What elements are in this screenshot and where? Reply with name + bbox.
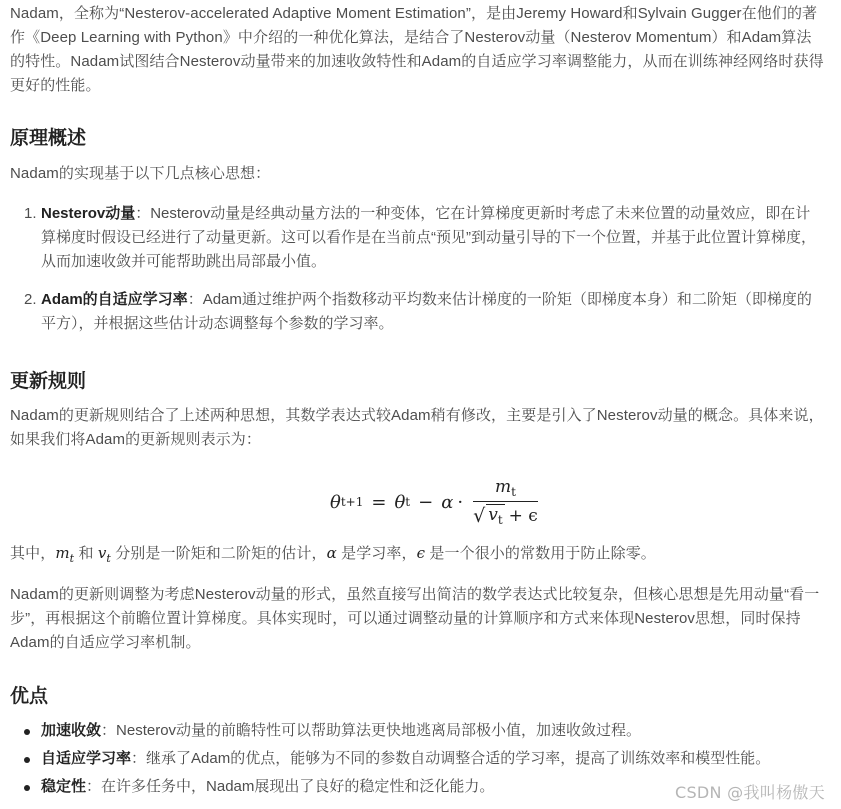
formula-dot: ·	[457, 491, 464, 513]
sqrt-body: $v_t$	[488, 505, 503, 527]
sqrt-icon: √	[473, 504, 486, 527]
core-ideas-list	[10, 202, 825, 336]
formula-theta: θ	[330, 491, 341, 513]
nadam-adjustment-paragraph: Nadam的更新则调整为考虑Nesterov动量的形式，虽然直接写出简洁的数学表达式比较复杂，但核心思想是先用动量“看一步”，再根据这个前瞻位置计算梯度。具体实现时，可以通过调整动量的计算顺序和方式来体现Nesterov思想，同时保持Adam的自适应学习率机制。	[10, 586, 820, 651]
formula-numerator: $m_t$	[494, 477, 516, 499]
list-number: 2.	[24, 291, 37, 308]
list-text: ：在许多任务中，Nadam展现出了良好的稳定性和泛化能力。	[86, 778, 495, 795]
formula-equals: =	[371, 491, 387, 513]
list-term: 加速收敛	[41, 722, 102, 739]
list-text: ：Nesterov动量是经典动量方法的一种变体，它在计算梯度更新时考虑了未来位置的动量效应，即在计算梯度时假设已经进行了动量更新。这可以看作是在当前点“预见”到动量引导的下一个位置，并基于此位置计算梯度，从而加速收敛并可能帮助跳出局部最小值。	[41, 205, 816, 270]
list-item	[10, 719, 825, 743]
principle-intro: Nadam的实现基于以下几点核心思想：	[10, 165, 271, 182]
csdn-watermark: CSDN @我叫杨傲天	[674, 783, 825, 802]
formula-sub: t+1	[340, 495, 364, 509]
list-text: ：Adam通过维护两个指数移动平均数来估计梯度的一阶矩（即梯度本身）和二阶矩（即梯度的平方），并根据这些估计动态调整每个参数的学习率。	[41, 291, 812, 332]
formula-alpha: α	[441, 491, 454, 513]
list-term: Adam的自适应学习率	[41, 291, 188, 308]
list-item	[10, 202, 825, 274]
heading-pros: 优点	[10, 686, 49, 707]
adam-update-formula	[330, 477, 538, 527]
heading-update-rule: 更新规则	[10, 371, 87, 392]
heading-principle: 原理概述	[10, 128, 87, 149]
list-number: 1.	[24, 205, 37, 222]
formula-denominator	[473, 502, 538, 527]
list-item	[10, 288, 825, 336]
list-item	[10, 747, 825, 771]
list-term: 稳定性	[41, 778, 87, 795]
update-rule-intro: Nadam的更新规则结合了上述两种思想，其数学表达式较Adam稍有修改，主要是引入了Nesterov动量的概念。具体来说，如果我们将Adam的更新规则表示为：	[10, 407, 824, 448]
list-term: Nesterov动量	[41, 205, 136, 222]
formula-sub: t	[405, 495, 411, 509]
formula-fraction	[473, 477, 538, 527]
intro-paragraph: Nadam，全称为“Nesterov-accelerated Adaptive Moment Estimation”，是由Jeremy Howard和Sylvain Gugger在他们的著作《Deep Learning with Python》中介绍的一种优化算法，是结合了Nesterov动量（Nesterov Momentum）和Adam算法的特性。Nadam试图结合Nesterov动量带来的加速收敛特性和Adam的自适应学习率调整能力，从而在训练神经网络时获得更好的性能。	[10, 5, 824, 94]
formula-minus: −	[418, 491, 434, 513]
list-term: 自适应学习率	[41, 750, 132, 767]
formula-epsilon: + ϵ	[508, 505, 538, 526]
list-text: ：Nesterov动量的前瞻特性可以帮助算法更快地逃离局部极小值，加速收敛过程。	[101, 722, 642, 739]
formula-explanation: 其中，$m_t$ 和 $v_t$ 分别是一阶矩和二阶矩的估计，α 是学习率，ϵ 是一个很小的常数用于防止除零。	[10, 544, 656, 565]
list-text: ：继承了Adam的优点，能够为不同的参数自动调整合适的学习率，提高了训练效率和模型性能。	[131, 750, 771, 767]
formula-theta: θ	[394, 491, 406, 513]
